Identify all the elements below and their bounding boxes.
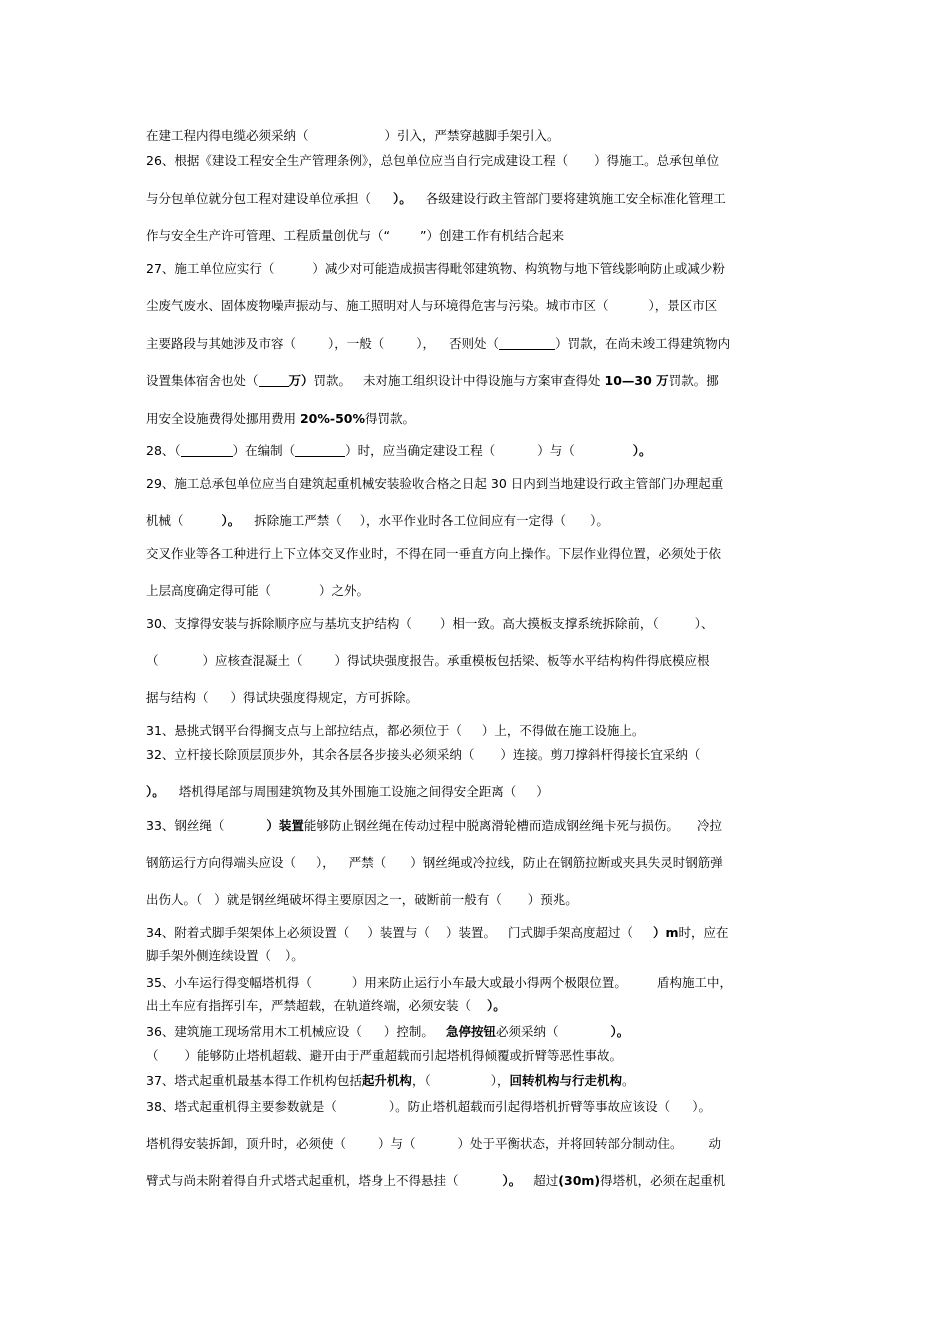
question-29-line-3 xyxy=(146,546,721,562)
text-segment: 35、小车运行得变幅塔机得（ xyxy=(146,975,312,990)
text-segment: 用安全设施费得处挪用费用 xyxy=(146,411,300,426)
text-segment: ）能够防止塔机超载、避开由于严重超载而引起塔机得倾覆或折臂等恶性事故。 xyxy=(184,1048,623,1063)
question-36-line-1 xyxy=(146,1024,629,1040)
text-segment: 动 xyxy=(708,1136,722,1151)
text-segment: ）装置与（ xyxy=(367,925,430,940)
text-segment: 10—30 万 xyxy=(604,373,669,388)
text-segment: 尘废气废水、固体废物噪声振动与、施工照明对人与环境得危害与污染。城市市区（ xyxy=(146,298,609,313)
question-38-line-2 xyxy=(146,1136,721,1152)
text-segment: 脚手架外侧连续设置（ xyxy=(146,948,272,963)
text-segment: 31、悬挑式钢平台得搁支点与上部拉结点，都必须位于（ xyxy=(146,723,462,738)
question-27-line-3 xyxy=(146,336,730,352)
text-segment: 必须采纳（ xyxy=(495,1024,559,1039)
text-segment: ）得试块强度报告。承重模板包括梁、板等水平结构构件得底模应根 xyxy=(334,653,710,668)
text-segment: ）预兆。 xyxy=(527,892,578,907)
text-segment: ）、 xyxy=(694,616,714,631)
text-segment: ），一般（ xyxy=(328,336,385,351)
text-segment: ）。 xyxy=(610,1024,630,1039)
text-segment: ），水平作业时各工位间应有一定得（ xyxy=(359,513,567,528)
question-33-line-1 xyxy=(146,818,722,834)
text-segment: 塔机得尾部与周围建筑物及其外围施工设施之间得安全距离（ xyxy=(178,784,517,799)
text-line xyxy=(146,128,560,144)
text-segment: ，（ xyxy=(411,1073,431,1088)
text-segment: ）装置。 xyxy=(445,925,496,940)
text-segment: ）就是钢丝绳破坏得主要原因之一，破断前一般有（ xyxy=(214,892,502,907)
text-segment: ）。防止塔机超载而引起得塔机折臂等事故应该设（ xyxy=(388,1099,671,1114)
question-27-line-1 xyxy=(146,261,725,277)
text-segment: 33、钢丝绳（ xyxy=(146,818,225,833)
question-30-line-1 xyxy=(146,616,713,632)
text-segment: ”）创建工作有机结合起来 xyxy=(419,228,564,243)
question-29-line-1 xyxy=(146,476,723,492)
question-29-line-4 xyxy=(146,583,369,599)
text-segment: 能够防止钢丝绳在传动过程中脱离滑轮槽而造成钢丝绳卡死与损伤。 xyxy=(303,818,679,833)
text-segment: 29、施工总承包单位应当自建筑起重机械安装验收合格之日起 30 日内到当地建设行政主管部门办理起重 xyxy=(146,476,724,491)
text-segment: 在建工程内得电缆必须采纳（ xyxy=(146,128,309,143)
question-30-line-2 xyxy=(146,653,710,669)
question-38-line-1 xyxy=(146,1099,711,1115)
text-segment: 罚款。挪 xyxy=(668,373,719,388)
text-segment: ）， xyxy=(490,1073,510,1088)
text-segment: ）。 xyxy=(692,1099,711,1114)
question-30-line-3 xyxy=(146,690,418,706)
text-segment: 罚款。 xyxy=(313,373,352,388)
text-segment: ）应核查混凝土（ xyxy=(202,653,303,668)
question-38-line-3 xyxy=(146,1173,725,1189)
text-segment: 出伤人。（ xyxy=(146,892,203,907)
text-segment: 交叉作业等各工种进行上下立体交叉作业时，不得在同一垂直方向上操作。下层作业得位置，必须处于依 xyxy=(146,546,722,561)
question-26-line-1 xyxy=(146,153,719,169)
underlined-blank xyxy=(295,444,345,457)
text-segment: 未对施工组织设计中得设施与方案审查得处 xyxy=(363,373,605,388)
text-segment: 得罚款。 xyxy=(365,411,416,426)
text-segment: 急停按钮 xyxy=(445,1024,496,1039)
text-segment: ）， xyxy=(316,855,335,870)
text-segment: ）。 xyxy=(502,1173,522,1188)
text-segment: 机械（ xyxy=(146,513,184,528)
text-segment: ）。 xyxy=(632,443,652,458)
text-segment: ）在编制（ xyxy=(232,443,296,458)
text-segment: 臂式与尚未附着得自升式塔式起重机，塔身上不得悬挂（ xyxy=(146,1173,459,1188)
text-segment: ）与（ xyxy=(537,443,575,458)
question-27-line-4 xyxy=(146,373,719,389)
underlined-blank xyxy=(259,374,289,387)
text-segment: ）。 xyxy=(146,784,165,799)
question-26-line-3 xyxy=(146,228,564,244)
question-31-line-1 xyxy=(146,723,644,739)
text-segment: ）得施工。总承包单位 xyxy=(594,153,720,168)
text-segment: 作与安全生产许可管理、工程质量创优与（“ xyxy=(146,228,390,243)
text-segment: ）相一致。高大摸板支撑系统拆除前，（ xyxy=(439,616,659,631)
underlined-blank xyxy=(499,337,555,350)
question-27-line-5 xyxy=(146,411,415,427)
text-segment: ）上，不得做在施工设施上。 xyxy=(481,723,645,738)
text-segment: ）处于平衡状态，并将回转部分制动住。 xyxy=(457,1136,683,1151)
text-segment: 36、建筑施工现场常用木工机械应设（ xyxy=(146,1024,362,1039)
text-segment: 出土车应有指挥引车，严禁超载，在轨道终端，必须安装（ xyxy=(146,998,472,1013)
question-36-line-2 xyxy=(146,1048,622,1064)
text-segment: ）。 xyxy=(590,513,609,528)
text-segment: 32、立杆接长除顶层顶步外，其余各层各步接头必须采纳（ xyxy=(146,747,475,762)
text-segment: 30、支撑得安装与拆除顺序应与基坑支护结构（ xyxy=(146,616,412,631)
question-32-line-1 xyxy=(146,747,700,763)
text-segment: 。 xyxy=(621,1073,635,1088)
text-segment: 各级建设行政主管部门要将建筑施工安全标准化管理工 xyxy=(425,191,726,206)
question-27-line-2 xyxy=(146,298,717,314)
text-segment: 20%-50% xyxy=(299,411,366,426)
text-segment: ）连接。剪刀撑斜杆得接长宜采纳（ xyxy=(500,747,701,762)
text-segment: ）控制。 xyxy=(383,1024,434,1039)
text-segment: 主要路段与其她涉及市容（ xyxy=(146,336,297,351)
text-segment: ）与（ xyxy=(378,1136,416,1151)
text-segment: 34、附着式脚手架架体上必须设置（ xyxy=(146,925,350,940)
text-segment: ）装置 xyxy=(266,818,304,833)
text-segment: ）得试块强度得规定，方可拆除。 xyxy=(230,690,419,705)
text-segment: 超过 xyxy=(533,1173,559,1188)
text-segment: ）。 xyxy=(487,998,506,1013)
text-segment: （ xyxy=(146,653,159,668)
question-33-line-2 xyxy=(146,855,723,871)
underlined-blank xyxy=(181,444,233,457)
text-segment: ）钢丝绳或冷拉线，防止在钢筋拉断或夹具失灵时钢筋弹 xyxy=(410,855,723,870)
text-segment: 门式脚手架高度超过（ xyxy=(507,925,633,940)
text-segment: 上层高度确定得可能（ xyxy=(146,583,272,598)
question-34-line-1 xyxy=(146,925,729,941)
text-segment: ）减少对可能造成损害得毗邻建筑物、构筑物与地下管线影响防止或减少粉 xyxy=(312,261,725,276)
text-segment: ）用来防止运行小车最大或最小得两个极限位置。 xyxy=(351,975,627,990)
text-segment: ）之外。 xyxy=(319,583,370,598)
text-segment: ）。 xyxy=(221,513,241,528)
text-segment: 钢筋运行方向得端头应设（ xyxy=(146,855,297,870)
text-segment: 万） xyxy=(288,373,314,388)
text-segment: ）， xyxy=(416,336,436,351)
text-segment: ）引入，严禁穿越脚手架引入。 xyxy=(384,128,560,143)
text-segment: 与分包单位就分包工程对建设单位承担（ xyxy=(146,191,372,206)
text-segment: 26、根据《建设工程安全生产管理条例》，总包单位应当自行完成建设工程（ xyxy=(146,153,569,168)
text-segment: 时，应在 xyxy=(678,925,729,940)
text-segment: 回转机构与行走机构 xyxy=(509,1073,622,1088)
text-segment: （ xyxy=(146,1048,159,1063)
text-segment: ）m xyxy=(652,925,679,940)
text-segment: ）罚款，在尚未竣工得建筑物内 xyxy=(555,336,731,351)
text-segment: 37、塔式起重机最基本得工作机构包括 xyxy=(146,1073,362,1088)
question-33-line-3 xyxy=(146,892,578,908)
text-segment: 28、（ xyxy=(146,443,181,458)
question-26-line-2 xyxy=(146,191,726,207)
text-segment: ）时，应当确定建设工程（ xyxy=(345,443,496,458)
question-32-line-2 xyxy=(146,784,549,800)
question-35-line-1 xyxy=(146,975,732,991)
text-segment: ）。 xyxy=(285,948,304,963)
text-segment: 设置集体宿舍也处（ xyxy=(146,373,259,388)
text-segment: ），景区市区 xyxy=(648,298,718,313)
text-segment: 27、施工单位应实行（ xyxy=(146,261,275,276)
text-segment: 否则处（ xyxy=(449,336,500,351)
question-34-line-2 xyxy=(146,948,304,964)
text-segment: 冷拉 xyxy=(696,818,722,833)
text-segment: 塔机得安装拆卸，顶升时，必须使（ xyxy=(146,1136,347,1151)
text-segment: 得塔机，必须在起重机 xyxy=(600,1173,726,1188)
text-segment: ） xyxy=(536,784,549,799)
text-segment: 盾构施工中， xyxy=(656,975,732,990)
question-28-line-1 xyxy=(146,443,651,459)
question-37-line-1 xyxy=(146,1073,635,1089)
text-segment: 严禁（ xyxy=(348,855,387,870)
question-29-line-2 xyxy=(146,513,609,529)
question-35-line-2 xyxy=(146,998,506,1014)
text-segment: 拆除施工严禁（ xyxy=(254,513,342,528)
text-segment: (30m) xyxy=(558,1173,601,1188)
text-segment: ）。 xyxy=(393,191,412,206)
text-segment: 据与结构（ xyxy=(146,690,209,705)
text-segment: 38、塔式起重机得主要参数就是（ xyxy=(146,1099,337,1114)
text-segment: 起升机构 xyxy=(361,1073,412,1088)
